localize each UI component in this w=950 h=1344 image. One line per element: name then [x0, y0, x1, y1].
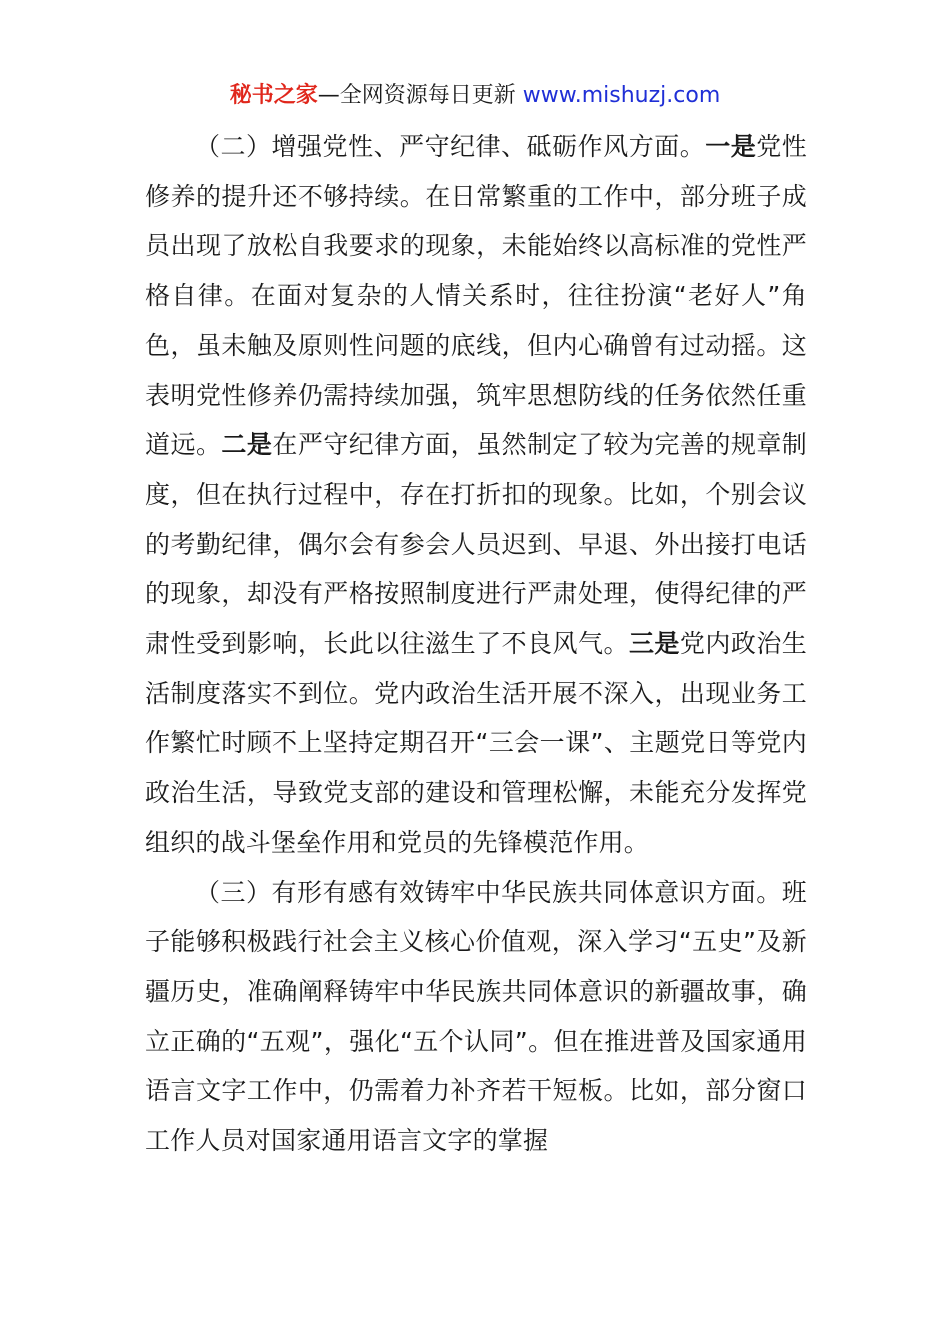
point-1-label: 一是 [705, 132, 757, 161]
point-3-label: 三是 [628, 629, 680, 659]
point-1-text: 党性修养的提升还不够持续。在日常繁重的工作中，部分班子成员出现了放松自我要求的现象，未能始终以高标准的党性严格自律。在面对复杂的人情关系时，往往扮演“老好人”角色，虽未触及原则性问题的底线，但内心确曾有过动摇。这表明党性修养仍需持续加强，筑牢思想防线的任务依然任重道远。 [145, 132, 807, 460]
point-2-label: 二是 [221, 430, 273, 460]
site-brand: 秘书之家 [229, 83, 318, 108]
site-watermark-header [0, 80, 950, 112]
paragraph-section-2 [145, 122, 807, 868]
document-body [145, 122, 807, 1166]
paragraph-section-3: （三）有形有感有效铸牢中华民族共同体意识方面。班子能够积极践行社会主义核心价值观，深入学习“五史”及新疆历史，准确阐释铸牢中华民族共同体意识的新疆故事，确立正确的“五观”，强化“五个认同”。但在推进普及国家通用语言文字工作中，仍需着力补齐若干短板。比如，部分窗口工作人员对国家通用语言文字的掌握 [145, 877, 807, 1156]
point-3-text: 党内政治生活制度落实不到位。党内政治生活开展不深入，出现业务工作繁忙时顾不上坚持定期召开“三会一课”、主题党日等党内政治生活，导致党支部的建设和管理松懈，未能充分发挥党组织的战斗堡垒作用和党员的先锋模范作用。 [145, 629, 807, 857]
site-url: www.mishuzj.com [522, 83, 721, 108]
site-tagline: —全网资源每日更新 [317, 83, 516, 108]
section-2-heading: （二）增强党性、严守纪律、砥砺作风方面。 [195, 132, 706, 161]
point-2-text: 在严守纪律方面，虽然制定了较为完善的规章制度，但在执行过程中，存在打折扣的现象。比如，个别会议的考勤纪律，偶尔会有参会人员迟到、早退、外出接打电话的现象，却没有严格按照制度进行严肃处理，使得纪律的严肃性受到影响，长此以往滋生了不良风气。 [145, 430, 808, 659]
